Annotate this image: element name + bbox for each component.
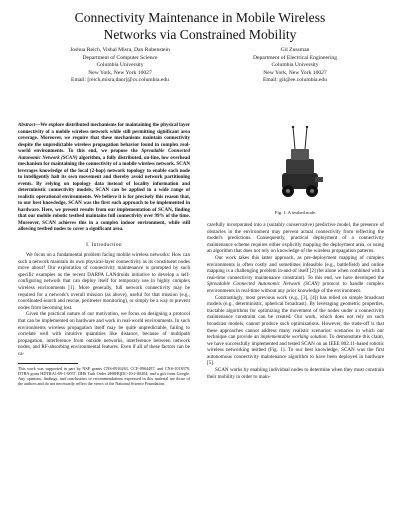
paper-title [20, 9, 380, 43]
testbed-node-image [207, 121, 384, 207]
right-paragraph-3 [207, 295, 384, 368]
footnote: This work was supported in part by NSF grants CNS-0916263, CCF-0964497, and CNS-1018379, DTRA grant HDTRA1-09-1-0057, DHS Task Order #HSHQDC-10-J-00204, and a gift from Google. Any opinions, findings, and conclusions or recommendations expressed in this material are those of the authors and do not necessarily reflect the views of the National Science Foundation. [18, 365, 190, 387]
author-names: Gil Zussman [280, 47, 310, 53]
section-heading-introduction: I. Introduction [86, 241, 122, 248]
right-paragraph-3-term: implementable working solution [260, 334, 327, 341]
left-column [18, 123, 190, 386]
figure-caption: Fig. 1. A testbed node. [274, 210, 317, 215]
right-paragraph-4: SCAN works by enabling individual nodes to determine when they must constrain their mobility in order to main- [207, 367, 384, 380]
abstract-text: —We explore distributed mechanisms for maintaining the physical layer connectivity of a mobile wireless network while still permitting significant area coverage. Moreover, we require that these mechanisms maintain connectivity despite the unpredictable wireless propagation behavior found in complex real-world environments. To this end, we propose the [18, 123, 190, 154]
title-line-1: Connectivity Maintenance in Mobile Wireless [74, 10, 326, 25]
author-department: Department of Computer Science [82, 54, 158, 61]
author-block-2 [210, 47, 380, 85]
right-paragraph-3-end: . To demonstrate this claim, we have successfully implemented and tested SCAN on an IEEE 802.11-based robotic wireless networking testbed (Fig. 1). To our best knowledge, SCAN was the first autonomous connectivity maintenance algorithm to have been deployed in hardware [5]. [207, 334, 384, 367]
author-department: Department of Electrical Engineering [252, 54, 338, 61]
author-names: Joshua Reich, Vishal Misra, Dan Rubenstein [70, 47, 170, 53]
intro-paragraph-1: We focus on a fundamental problem facing mobile wireless networks: How can such a network maintain its own physical-layer connectivity as its constituent nodes move about? Our exploration of connectivity maintenance is prompted by such specific examples as the recent DARPA LANdroids initiative to develop a self-configuring network that can deploy itself for temporary use in highly complex wireless environments [1]. More generally, full network connectivity may be required for a network's overall mission (as above), useful for that mission (e.g., coordinated search and rescue, perimeter monitoring), or simply be a way to prevent nodes from becoming lost. [18, 252, 190, 311]
abstract-text-2: algorithm, a fully distributed, on-line, low overhead mechanism for maintaining the connectivity of a mobile wireless network. SCAN leverages knowledge of the local (2-hop) network topology to enable each node to intelligently halt its own movement and thereby avoid network partitioning events. By relying on topology data instead of locality information and deterministic connectivity models, SCAN can be applied in a wide range of realistic operational environments. We believe it is for precisely this reason that, to our best knowledge, SCAN was the first such approach to be implemented in hardware. Here, we present results from our implementation of SCAN, finding that our mobile robotic testbed maintains full connectivity over 99% of the time. Moreover, SCAN achieves this in a complex indoor environment, while still allowing testbed nodes to cover a significant area. [18, 155, 190, 232]
testbed-figure [207, 121, 384, 203]
footnote-divider [18, 363, 78, 364]
right-paragraph-2-text: Our work takes this latter approach, as pre-deployment mapping of complex environments is often costly and sometimes infeasible (e.g., battlefield) and online mapping is a challenging problem in-and-of itself [2] (let alone when combined with a real-time connectivity maintenance constraint). To this end, we have developed the [207, 254, 384, 281]
author-university: Columbia University [271, 62, 319, 69]
right-paragraph-1: carefully incorporated into a (suitably conservative) predictive model, the presence of obstacles in the environment may prevent actual connectivity from reflecting the model's predictions. Consequently, practical deployment of a connectivity maintenance scheme requires either explicitly mapping the deployment area, or using an algorithm that does not rely on knowledge of the wireless propagation patterns. [207, 222, 384, 255]
intro-paragraph-2: Given the practical nature of our motivation, we focus on designing a protocol that can be implemented on hardware and work in real-world environments. In such environments wireless propagation itself may be quite unpredictable, failing to correlate well with intuitive quantities like distance, because of multipath propagation, interference from outside networks, interference between network nodes, and RF-absorbing environmental features. Even if all of these factors can be ca- [18, 311, 190, 357]
author-email: Email: [reich,misra,danr]@cs.columbia.edu [71, 77, 169, 84]
author-city: New York, New York 10027 [263, 69, 327, 76]
right-paragraph-2 [207, 255, 384, 295]
abstract-label: Abstract [18, 123, 36, 128]
title-line-2: Networks via Constrained Mobility [103, 27, 297, 42]
right-paragraph-2-term: Spreadable Connected Autonomic Network (SCAN) [207, 281, 320, 288]
right-paragraph-3-text: Contrastingly, most previous work (e.g., [3], [4]) has relied on simple broadcast models (e.g., deterministic, spherical broadcast). By leveraging geometric properties, tractable algorithms for optimizing the movement of the nodes under a connectivity maintenance constraint can be created. Our work, which does not rely on such broadcast models, cannot produce such optimizations. However, the trade-off is that these approaches cannot address many realistic scenarios: scenarios in which our technique can provide an [207, 294, 384, 341]
author-city: New York, New York 10027 [88, 69, 152, 76]
right-column [207, 222, 384, 380]
abstract [18, 123, 190, 234]
abstract-term: Spreadable Connected Autonomic Network (SCAN) [18, 149, 191, 161]
author-section [20, 47, 380, 107]
author-university: Columbia University [96, 62, 144, 69]
author-block-1 [35, 47, 205, 85]
author-email: Email: gil@ee.columbia.edu [262, 77, 328, 84]
right-paragraph-2-end: protocol to handle complex environments in real-time without any prior knowledge of the environment. [207, 281, 384, 294]
